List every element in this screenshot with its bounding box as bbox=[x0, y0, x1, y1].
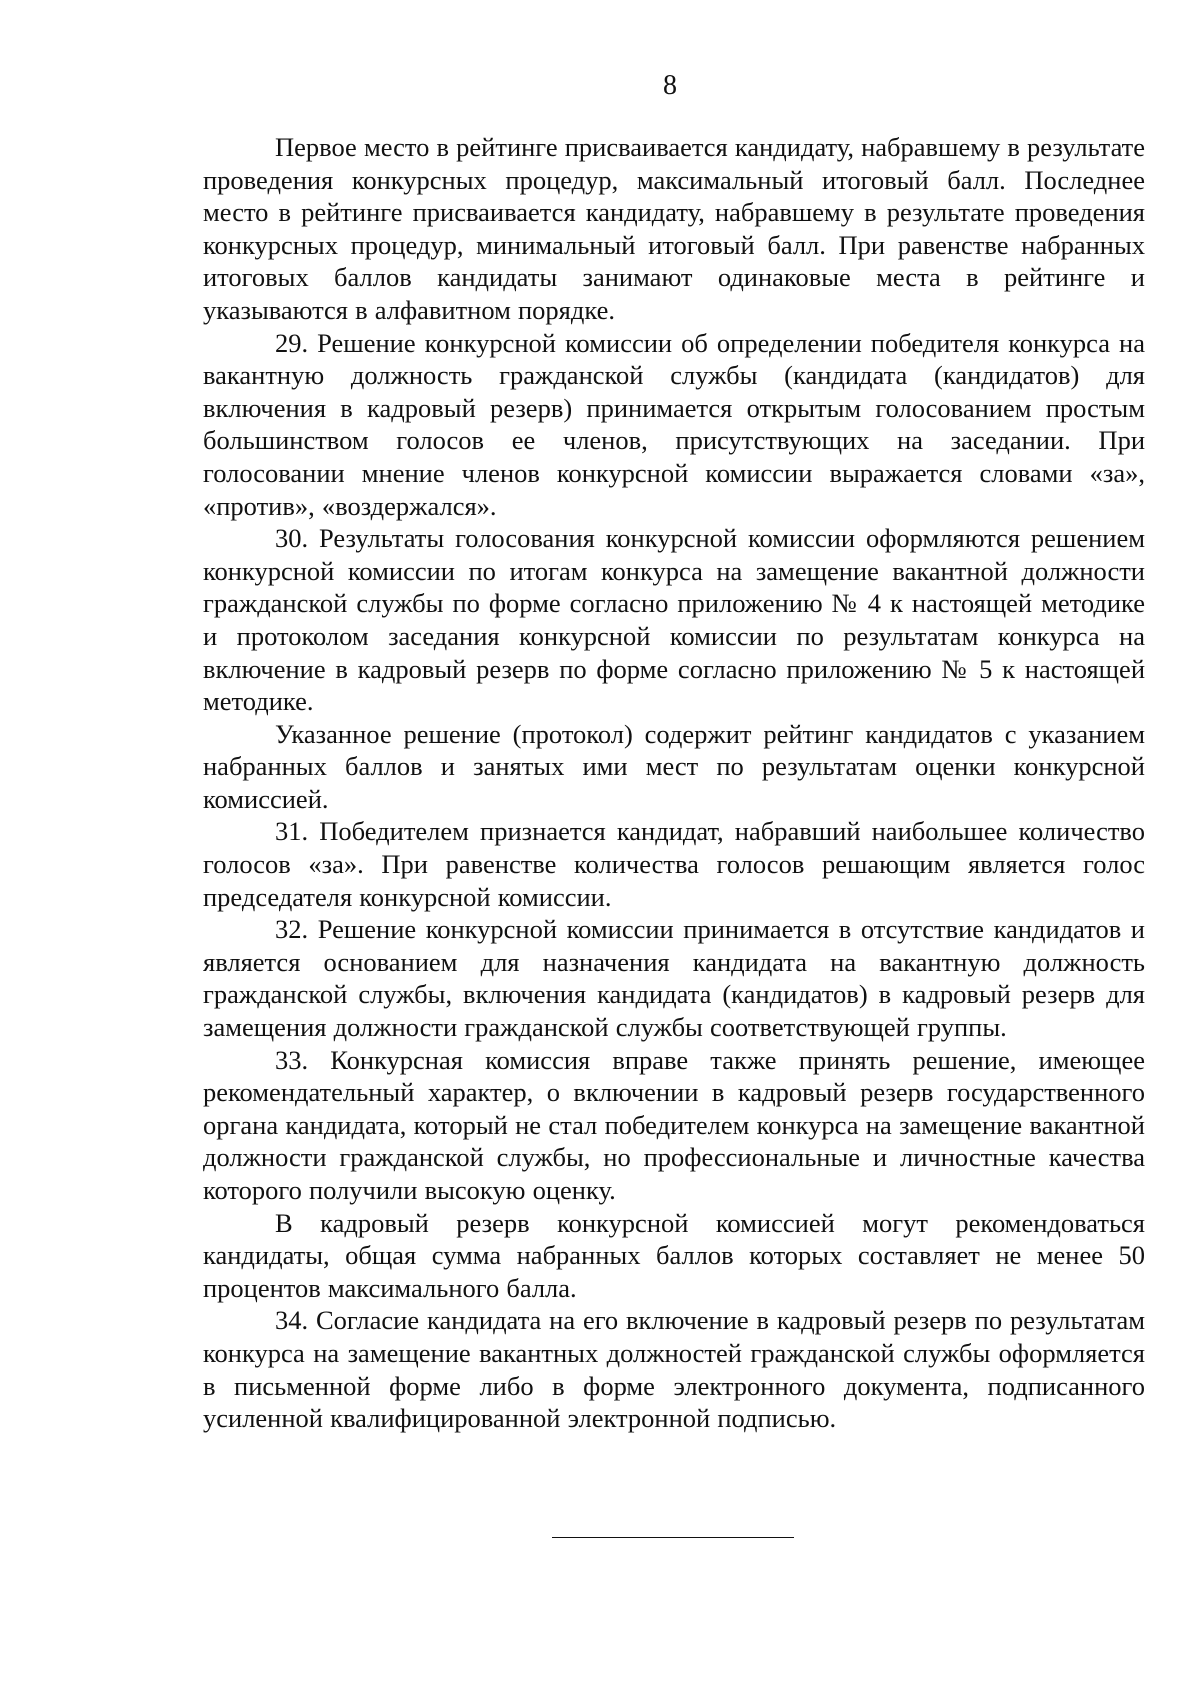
paragraph-31: 31. Победителем признается кандидат, набравший наибольшее количество голосов «за». При равенстве количества голосов решающим является голос председателя конкурсной комиссии. bbox=[203, 816, 1145, 912]
paragraph-reserve-recommendation: В кадровый резерв конкурсной комиссией могут рекомендоваться кандидаты, общая сумма набранных баллов которых составляет не менее 50 процентов максимального балла. bbox=[203, 1207, 1145, 1303]
paragraph-34: 34. Согласие кандидата на его включение в кадровый резерв по результатам конкурса на замещение вакантных должностей гражданской службы оформляется в письменной форме либо в форме электронного документа, подписанного усиленной квалифицированной электронной подписью. bbox=[203, 1305, 1145, 1434]
paragraph-33: 33. Конкурсная комиссия вправе также принять решение, имеющее рекомендательный характер, о включении в кадровый резерв государственного органа кандидата, который не стал победителем конкурса на замещение вакантной должности гражданской службы, но профессиональные и личностные качества которого получили высокую оценку. bbox=[203, 1044, 1145, 1205]
paragraph-decision-content: Указанное решение (протокол) содержит рейтинг кандидатов с указанием набранных баллов и занятых ими мест по результатам оценки конкурсной комиссией. bbox=[203, 718, 1145, 814]
paragraph-29: 29. Решение конкурсной комиссии об определении победителя конкурса на вакантную должность гражданской службы (кандидата (кандидатов) для включения в кадровый резерв) принимается открытым голосованием простым большинством голосов ее членов, присутствующих на заседании. При голосовании мнение членов конкурсной комиссии выражается словами «за», «против», «воздержался». bbox=[203, 327, 1145, 521]
page-number: 8 bbox=[663, 70, 677, 101]
paragraph-32: 32. Решение конкурсной комиссии принимается в отсутствие кандидатов и является основанием для назначения кандидата на вакантную должность гражданской службы, включения кандидата (кандидатов) в кадровый резерв для замещения должности гражданской службы соответствующей группы. bbox=[203, 914, 1145, 1043]
document-body bbox=[203, 131, 1145, 1435]
paragraph-rating-rules: Первое место в рейтинге присваивается кандидату, набравшему в результате проведения конкурсных процедур, максимальный итоговый балл. Последнее место в рейтинге присваивается кандидату, набравшему в результате проведения конкурсных процедур, минимальный итоговый балл. При равенстве набранных итоговых баллов кандидаты занимают одинаковые места в рейтинге и указываются в алфавитном порядке. bbox=[203, 132, 1145, 325]
paragraph-30: 30. Результаты голосования конкурсной комиссии оформляются решением конкурсной комиссии по итогам конкурса на замещение вакантной должности гражданской службы по форме согласно приложению № 4 к настоящей методике и протоколом заседания конкурсной комиссии по результатам конкурса на включение в кадровый резерв по форме согласно приложению № 5 к настоящей методике. bbox=[203, 523, 1145, 717]
end-of-document-rule bbox=[552, 1537, 794, 1538]
